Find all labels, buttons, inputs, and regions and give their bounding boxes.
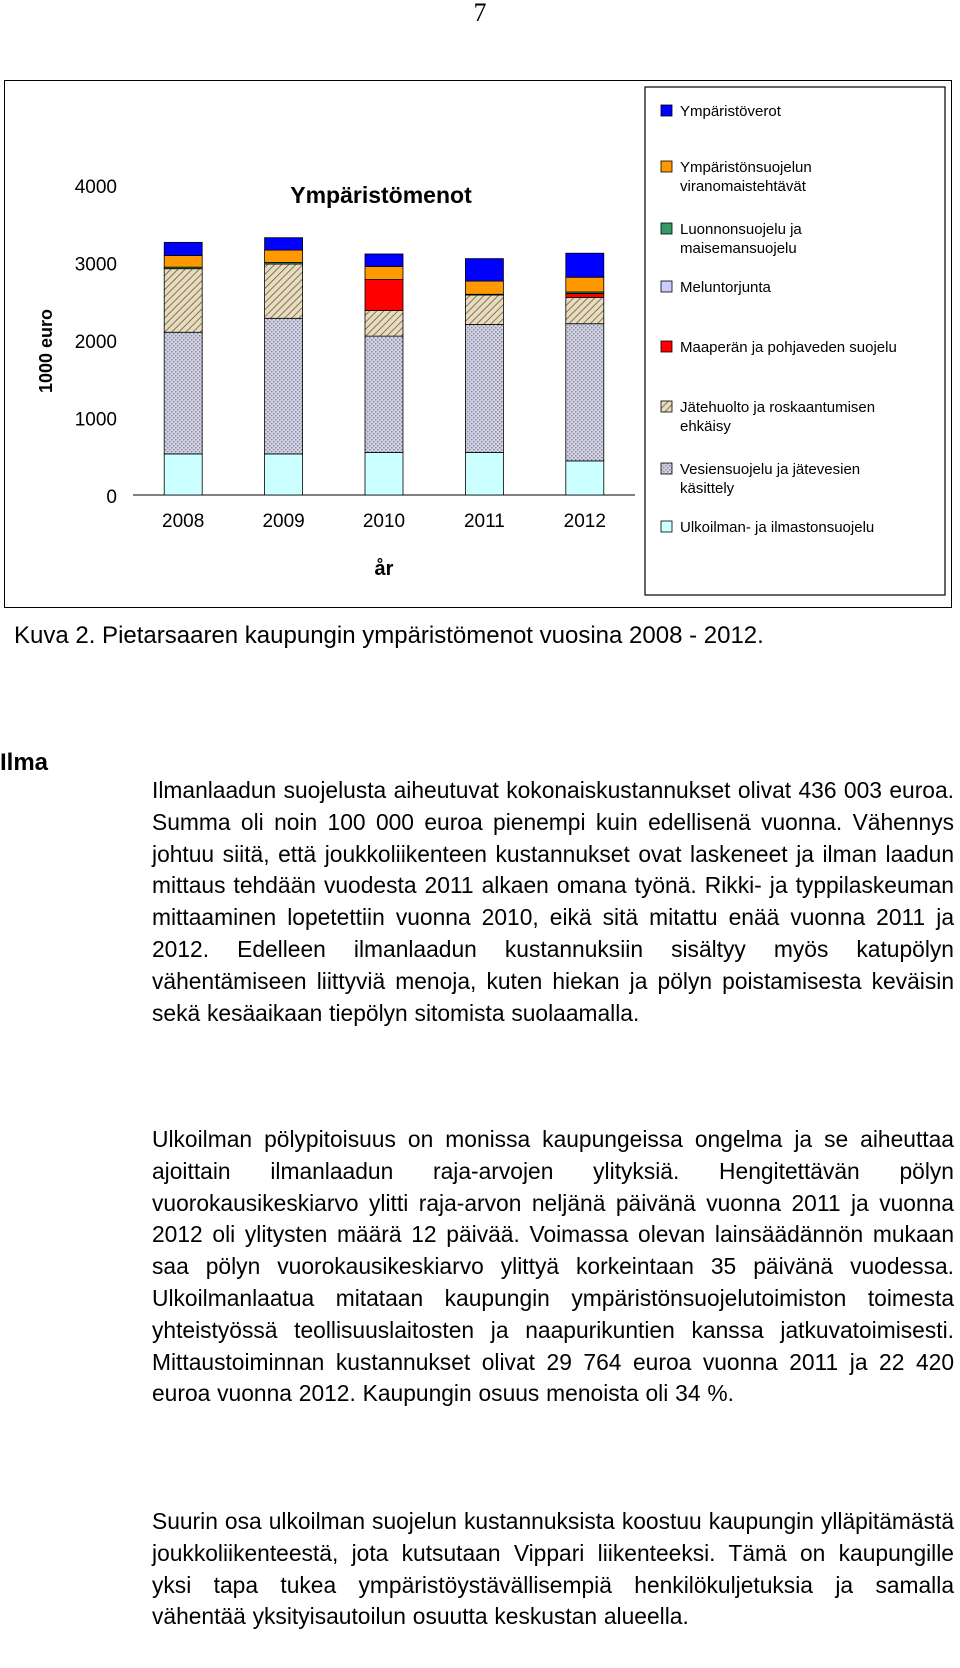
bar-segment [465,281,503,294]
bar-segment [365,452,403,495]
bar-segment [265,264,303,318]
x-tick-label: 2010 [362,511,406,532]
x-tick-label: 2011 [463,511,505,532]
legend-label: Vesiensuojelu ja jätevesien [680,461,861,478]
paragraph-2: Ulkoilman pölypitoisuus on monissa kaupungeissa ongelma ja se aiheuttaa ajoittain ilmanlaadun raja-arvojen ylityksiä. Hengitettävän pölyn vuorokausikeskiarvo ylitti raja-arvon neljänä päivänä vuonna 2011 ja vuonna 2012 oli ylitysten määrä 12 päivää. Voimassa olevan lainsäädännön mukaan saa pölyn vuorokausikeskiarvo ylittyä korkeintaan 35 päivänä vuodessa. Ulkoilmanlaatua mitataan kaupungin ympäristönsuojelutoimiston toimesta yhteistyössä teollisuuslaitosten ja naapurikuntien kanssa jatkuvatoimisesti. Mittaustoiminnan kustannukset olivat 29 764 euroa vuonna 2011 ja 22 420 euroa vuonna 2012. Kaupungin osuus menoista oli 34 %. [152,1126,954,1407]
legend-label: Ympäristöverot [680,103,781,120]
bar-segment [566,277,604,292]
bar-segment [164,269,202,333]
y-tick-label: 3000 [74,254,117,276]
bar-segment [566,297,604,323]
bar-segment [265,318,303,454]
y-tick-label: 0 [106,487,117,508]
x-tick-label: 2008 [162,511,205,532]
x-tick-label: 2012 [563,511,606,532]
legend-label: Ympäristönsuojelun [680,159,812,176]
y-tick-label: 4000 [74,177,117,198]
legend-swatch [661,105,672,116]
y-axis-label: 1000 euro [36,308,56,394]
legend-swatch [661,401,672,412]
paragraph-1: Ilmanlaadun suojelusta aiheutuvat kokonaiskustannukset olivat 436 003 euroa. Summa oli noin 100 000 euroa pienempi kuin edellisenä vuonna. Vähennys johtuu siitä, että joukkoliikenteen kustannukset ovat laskeneet ja ilman laadun mittaus tehdään vuodesta 2011 alkaen omana työnä. Rikki- ja typpilaskeuman mittaaminen lopetettiin vuonna 2010, eikä sitä mitattu enää vuonna 2011 ja 2012. Edelleen ilmanlaadun kustannuksiin sisältyy myös katupölyn vähentämiseen liittyviä menoja, kuten hiekan ja pölyn poistamisesta keväisin sekä kesäaikaan tiepölyn sitomista suolaamalla. [152,777,954,1026]
bar-segment [465,325,503,453]
bar-segment [566,253,604,277]
legend-label: Jätehuolto ja roskaantumisen [680,399,876,416]
legend-label: Maaperän ja pohjaveden suojelu [680,339,897,356]
bar-segment [365,311,403,337]
legend-label: ehkäisy [680,418,731,435]
bar-segment [566,294,604,298]
legend-swatch [661,521,672,532]
bar-segment [566,461,604,495]
bar-segment [465,259,503,281]
bar-segment [365,280,403,311]
figure-caption: Kuva 2. Pietarsaaren kaupungin ympäristömenot vuosina 2008 - 2012. [14,622,764,649]
paragraph-3: Suurin osa ulkoilman suojelun kustannuksista koostuu kaupungin ylläpitämästä joukkoliikenteestä, jota kutsutaan Vippari liikenteeksi. Tämä on kaupungille yksi tapa tukea ympäristöystävällisempiä henkilökuljetuksia ja samalla vähentää yksityisautoilun osuutta keskustan alueella. [152,1508,954,1630]
legend-swatch [661,223,672,234]
legend-label: käsittely [680,480,735,497]
chart-frame [4,80,952,608]
bar-segment [164,454,202,495]
bar-segment [164,242,202,255]
section-heading: Ilma [0,749,49,776]
legend-label: maisemansuojelu [680,240,797,257]
x-tick-label: 2009 [262,511,305,532]
bar-segment [365,266,403,279]
bar-segment [465,295,503,324]
bar-segment [164,332,202,454]
legend-swatch [661,161,672,172]
bar-segment [265,250,303,262]
legend-label: Ulkoilman- ja ilmastonsuojelu [680,519,875,536]
bar-segment [164,256,202,268]
x-axis-label: år [374,558,394,580]
bar-segment [265,238,303,250]
chart-title: Ympäristömenot [290,182,472,208]
legend-swatch [661,463,672,474]
legend-swatch [661,341,672,352]
y-tick-label: 1000 [74,409,117,431]
bar-segment [265,454,303,495]
legend-label: viranomaistehtävät [680,178,806,195]
legend-swatch [661,281,672,292]
bar-segment [465,452,503,495]
stacked-bar-chart [5,81,951,607]
page-number: 7 [473,0,487,27]
legend-label: Meluntorjunta [680,279,771,296]
y-tick-label: 2000 [74,332,117,353]
legend-label: Luonnonsuojelu ja [680,221,802,238]
bar-segment [365,254,403,266]
bar-segment [365,336,403,452]
bar-segment [566,324,604,461]
